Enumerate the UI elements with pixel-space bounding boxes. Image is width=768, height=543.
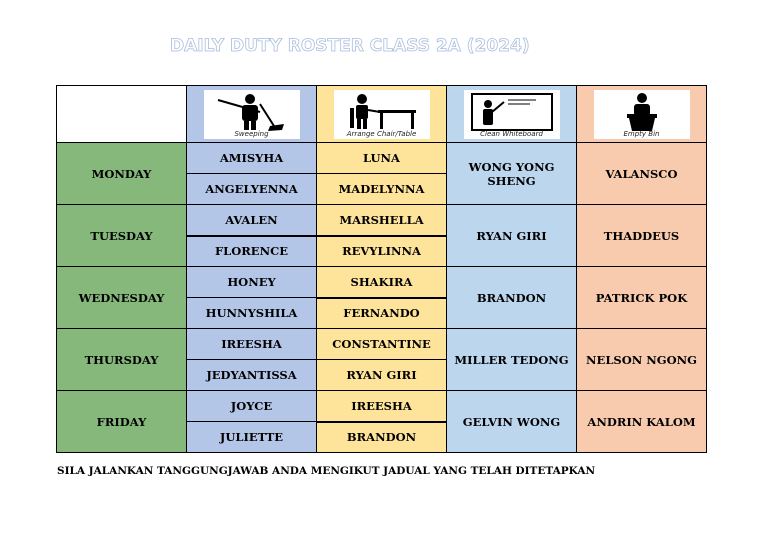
bin-cell: ANDRIN KALOM bbox=[577, 391, 707, 453]
footer-note: SILA JALANKAN TANGGUNGJAWAB ANDA MENGIKUT JADUAL YANG TELAH DITETAPKAN bbox=[57, 465, 596, 477]
day-cell: TUESDAY bbox=[57, 205, 187, 267]
sweeping-caption: Sweeping bbox=[234, 129, 269, 138]
table-row bbox=[57, 267, 707, 298]
chairs-cell: RYAN GIRI bbox=[317, 360, 447, 391]
header-row bbox=[57, 86, 707, 143]
table-row bbox=[57, 329, 707, 360]
sweeping-cell: JOYCE bbox=[187, 391, 317, 422]
arrange-caption: Arrange Chair/Table bbox=[346, 129, 417, 138]
day-cell: FRIDAY bbox=[57, 391, 187, 453]
arrange-icon-box bbox=[334, 90, 430, 139]
whiteboard-caption: Clean Whiteboard bbox=[480, 129, 543, 138]
chairs-cell: IREESHA bbox=[317, 391, 447, 422]
sweeping-cell: JULIETTE bbox=[187, 422, 317, 453]
sweeping-cell: AVALEN bbox=[187, 205, 317, 236]
chairs-cell: BRANDON bbox=[317, 422, 447, 453]
chairs-cell: REVYLINNA bbox=[317, 236, 447, 267]
sweeping-cell: AMISYHA bbox=[187, 143, 317, 174]
sweeping-cell: JEDYANTISSA bbox=[187, 360, 317, 391]
day-cell: THURSDAY bbox=[57, 329, 187, 391]
duty-roster-table bbox=[56, 85, 707, 453]
header-blank-cell bbox=[57, 86, 187, 143]
day-cell: MONDAY bbox=[57, 143, 187, 205]
table-row bbox=[57, 205, 707, 236]
page-title: DAILY DUTY ROSTER CLASS 2A (2024) bbox=[170, 36, 530, 56]
chairs-cell: FERNANDO bbox=[317, 298, 447, 329]
chairs-cell: SHAKIRA bbox=[317, 267, 447, 298]
whiteboard-cell: MILLER TEDONG bbox=[447, 329, 577, 391]
chairs-cell: MARSHELLA bbox=[317, 205, 447, 236]
sweeping-cell: IREESHA bbox=[187, 329, 317, 360]
table-row bbox=[57, 391, 707, 422]
whiteboard-cell: RYAN GIRI bbox=[447, 205, 577, 267]
sweeping-icon-box bbox=[204, 90, 300, 139]
whiteboard-cell: GELVIN WONG bbox=[447, 391, 577, 453]
bin-cell: NELSON NGONG bbox=[577, 329, 707, 391]
bin-cell: THADDEUS bbox=[577, 205, 707, 267]
header-sweeping bbox=[187, 86, 317, 143]
whiteboard-cell: BRANDON bbox=[447, 267, 577, 329]
whiteboard-icon-box bbox=[464, 90, 560, 139]
chairs-cell: LUNA bbox=[317, 143, 447, 174]
chairs-cell: MADELYNNA bbox=[317, 174, 447, 205]
sweeping-cell: ANGELYENNA bbox=[187, 174, 317, 205]
day-cell: WEDNESDAY bbox=[57, 267, 187, 329]
sweeping-cell: HONEY bbox=[187, 267, 317, 298]
header-empty-bin bbox=[577, 86, 707, 143]
sweeping-cell: HUNNYSHILA bbox=[187, 298, 317, 329]
sweeping-cell: FLORENCE bbox=[187, 236, 317, 267]
chairs-cell: CONSTANTINE bbox=[317, 329, 447, 360]
bin-caption: Empty Bin bbox=[623, 129, 660, 138]
header-arrange-chair bbox=[317, 86, 447, 143]
header-clean-whiteboard bbox=[447, 86, 577, 143]
whiteboard-cell: WONG YONG SHENG bbox=[447, 143, 577, 205]
bin-icon-box bbox=[594, 90, 690, 139]
bin-cell: PATRICK POK bbox=[577, 267, 707, 329]
table-row bbox=[57, 143, 707, 174]
bin-cell: VALANSCO bbox=[577, 143, 707, 205]
